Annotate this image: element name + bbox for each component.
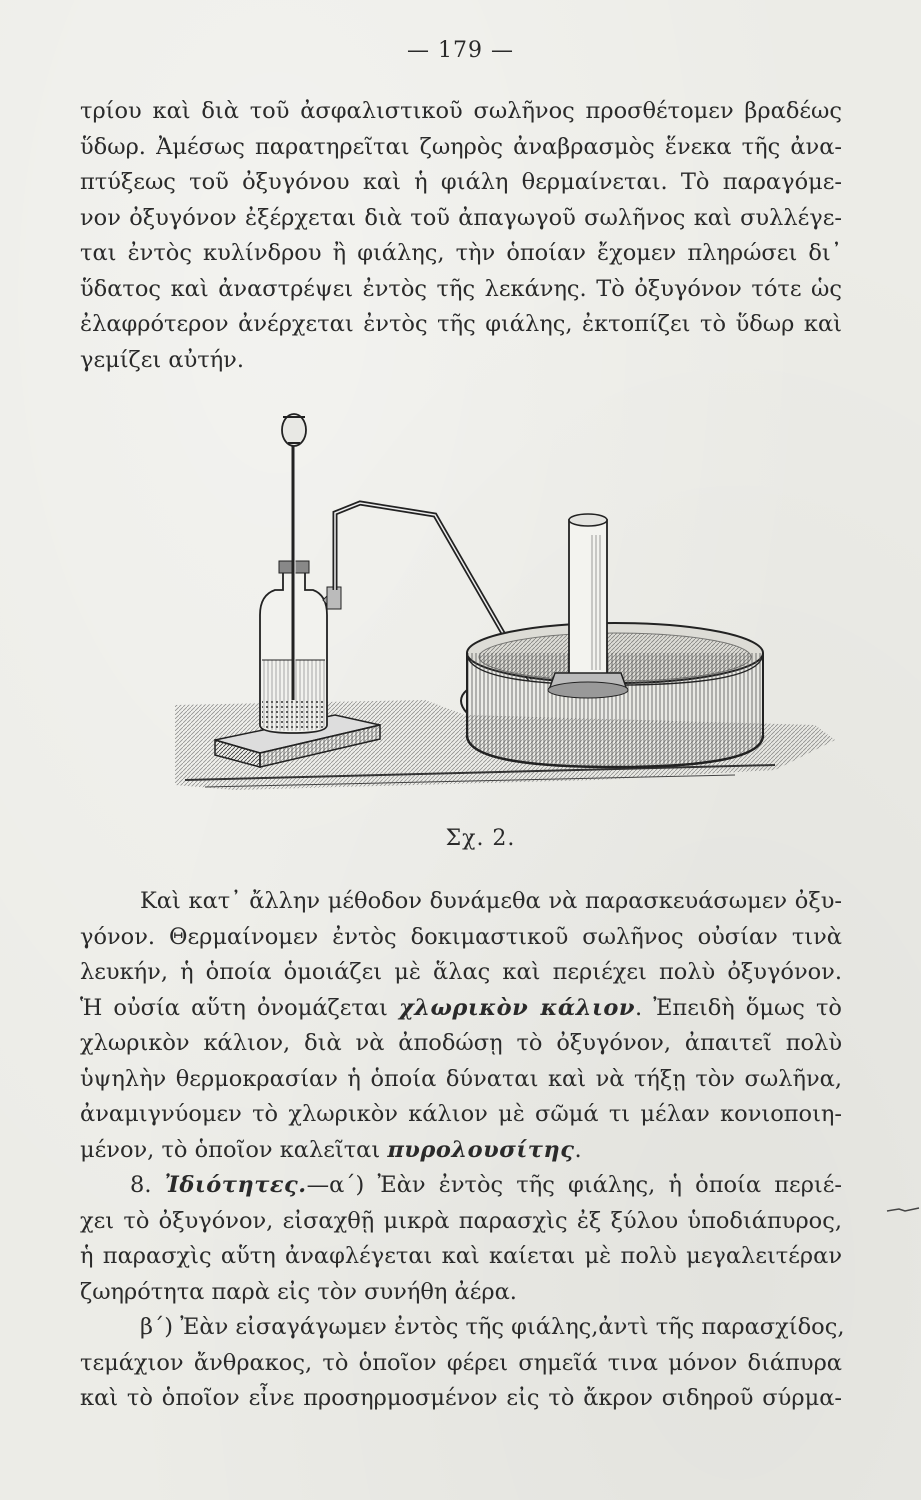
text-line: ται ἐντὸς κυλίνδρου ἢ φιάλης, τὴν ὁποίαν ἔχομεν πληρώσει δι᾿ — [80, 240, 842, 266]
text-line: Καὶ κατ᾿ ἄλλην μέθοδον δυνάμεθα νὰ παρασκευάσωμεν ὀξυ- — [140, 888, 842, 914]
text-line: ἀναμιγνύομεν τὸ χλωρικὸν κάλιον μὲ σῶμά τι μέλαν κονιοποιη- — [80, 1101, 842, 1127]
paragraph-potassium-chlorate — [80, 884, 842, 1168]
text-line: β´) Ἐὰν εἰσαγάγωμεν ἐντὸς τῆς φιάλης,ἀντὶ τῆς παρασχίδος, — [140, 1314, 845, 1340]
section-heading-line: 8. Ἰδιότητες.—α´) Ἐὰν ἐντὸς τῆς φιάλης, ἡ ὁποία περιέ- — [130, 1172, 843, 1198]
text-line: ζωηρότητα παρὰ εἰς τὸν συνήθη ἀέρα. — [80, 1278, 517, 1305]
term-pyrolusite: πυρολουσίτης — [387, 1136, 575, 1163]
text-line: ὕδωρ. Ἀμέσως παρατηρεῖται ζωηρὸς ἀναβρασμὸς ἕνεκα τῆς ἀνα- — [80, 133, 842, 160]
text-line: χει τὸ ὀξυγόνον, εἰσαχθῇ μικρὰ παρασχὶς ἐξ ξύλου ὑποδιάπυρος, — [80, 1207, 842, 1234]
paragraph-oxygen-collection — [80, 94, 842, 378]
text-line: λευκήν, ἡ ὁποία ὁμοιάζει μὲ ἅλας καὶ περιέχει πολὺ ὀξυγόνον. — [80, 959, 842, 985]
text-line: καὶ τὸ ὁποῖον εἶνε προσηρμοσμένον εἰς τὸ ἄκρον σιδηροῦ σύρμα- — [80, 1385, 842, 1411]
text-line: ἐλαφρότερον ἀνέρχεται ἐντὸς τῆς φιάλης, ἐκτοπίζει τὸ ὕδωρ καὶ — [80, 311, 842, 337]
text-line: νον ὀξυγόνον ἐξέρχεται διὰ τοῦ ἀπαγωγοῦ σωλῆνος καὶ συλλέγε- — [80, 204, 842, 231]
text-line: τεμάχιον ἄνθρακος, τὸ ὁποῖον φέρει σημεῖά τινα μόνον διάπυρα — [80, 1349, 842, 1376]
margin-pen-mark — [885, 1205, 921, 1215]
text-line: γεμίζει αὐτήν. — [80, 346, 245, 373]
term-potassium-chlorate: χλωρικὸν κάλιον — [398, 994, 635, 1021]
text-line: ὕδατος καὶ ἀναστρέψει ἐντὸς τῆς λεκάνης. Τὸ ὀξυγόνον τότε ὡς — [80, 275, 842, 302]
paragraph-properties — [80, 1168, 842, 1310]
text-line: μένον, τὸ ὁποῖον καλεῖται πυρολουσίτης. — [80, 1136, 582, 1163]
text-line: Ἡ οὐσία αὕτη ὀνομάζεται χλωρικὸν κάλιον. Ἐπειδὴ ὅμως τὸ — [80, 994, 842, 1021]
text-line: γόνον. Θερμαίνομεν ἐντὸς δοκιμαστικοῦ σωλῆνος οὐσίαν τινὰ — [80, 923, 842, 950]
apparatus-illustration — [175, 395, 835, 805]
text-line: χλωρικὸν κάλιον, διὰ νὰ ἀποδώσῃ τὸ ὀξυγόνον, ἀπαιτεῖ πολὺ — [80, 1030, 842, 1056]
text-line: ἡ παρασχὶς αὕτη ἀναφλέγεται καὶ καίεται μὲ πολὺ μεγαλειτέραν — [80, 1243, 842, 1269]
text-line: τρίου καὶ διὰ τοῦ ἀσφαλιστικοῦ σωλῆνος προσθέτομεν βραδέως — [80, 98, 842, 124]
figure-caption: Σχ. 2. — [445, 826, 516, 851]
page-number: — 179 — — [407, 38, 514, 63]
paragraph-charcoal — [80, 1310, 845, 1417]
text-line: πτύξεως τοῦ ὀξυγόνου καὶ ἡ φιάλη θερμαίνεται. Τὸ παραγόμε- — [80, 169, 842, 195]
text-line: ὑψηλὴν θερμοκρασίαν ἡ ὁποία δύναται καὶ νὰ τήξῃ τὸν σωλῆνα, — [80, 1065, 842, 1092]
term-properties: Ἰδιότητες. — [164, 1172, 307, 1198]
